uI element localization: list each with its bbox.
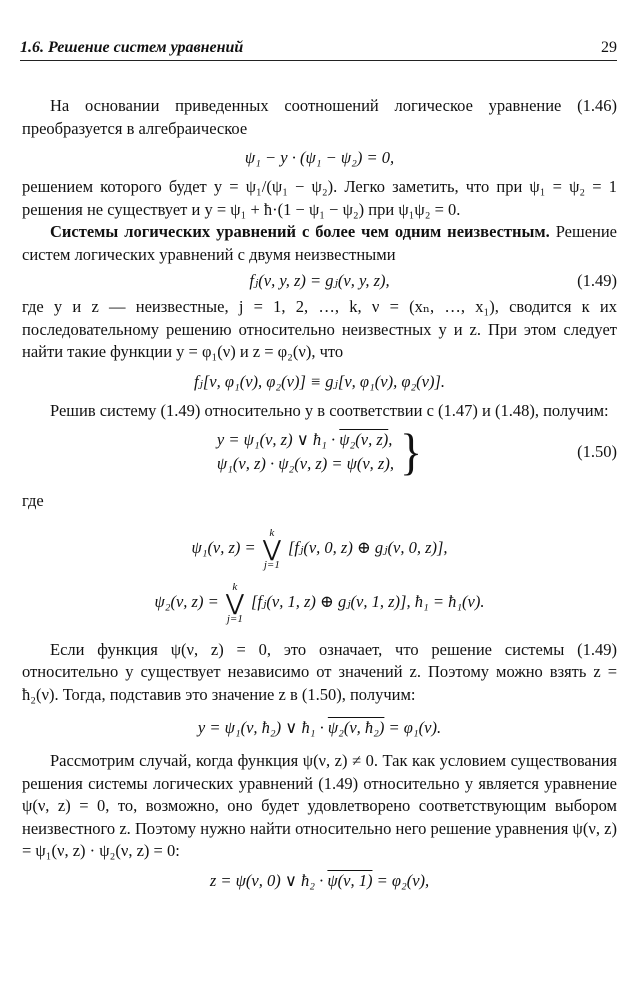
equation-1-49: fⱼ(ν, y, z) = gⱼ(ν, y, z), (1.49) <box>249 271 617 290</box>
paragraph-4: Решив систему (1.49) относительно y в соответствии с (1.47) и (1.48), получим: <box>50 400 609 420</box>
equation-phi: fⱼ[ν, φ₁(ν), φ₂(ν)] ≡ gⱼ[ν, φ₁(ν), φ₂(ν)]. <box>193 371 446 391</box>
equation-psi2: ψ₂(ν, z) = k ⋁ j=1 [fⱼ(ν, 1, z) ⊕ gⱼ(ν, 1, z)], ħ₁ = ħ₁(ν). <box>154 580 485 625</box>
paragraph-heading <box>22 221 617 266</box>
equation-z: z = ψ(ν, 0) ∨ ħ₂ · ψ(ν, 1) = φ₂(ν), <box>209 870 430 890</box>
paragraph-3: где y и z — неизвестные, j = 1, 2, …, k, ν = (xₙ, …, x₁), сводится к их последовательному решению относительно неизвестных y и z. При этом следует найти такие функции y = φ₁(ν) и z = φ₂(ν), что <box>22 297 617 361</box>
equation-number: (1.50) <box>577 442 617 461</box>
equation-number: (1.49) <box>577 271 617 290</box>
where-label: где <box>22 491 44 510</box>
system-line-1: y = ψ₁(ν, z) ∨ ħ₁ · ψ₂(ν, z), <box>216 430 393 449</box>
page-header <box>20 36 617 61</box>
paragraph-1: На основании приведенных соотношений логическое уравнение (1.46) преобразуется в алгебраическое <box>22 96 617 138</box>
bold-heading: Системы логических уравнений с более чем одним неизвестным. <box>50 222 550 241</box>
system-line-2: ψ₁(ν, z) · ψ₂(ν, z) = ψ(ν, z), <box>216 454 394 473</box>
page-body <box>22 95 617 899</box>
page-number: 29 <box>601 39 617 56</box>
paragraph-2: решением которого будет y = ψ₁/(ψ₁ − ψ₂). Легко заметить, что при ψ₁ = ψ₂ = 1 решения не существует и y = ψ₁ + ħ·(1 − ψ₁ − ψ₂) при ψ₁ψ₂ = 0. <box>22 177 617 219</box>
heading-rest: Решение систем логических уравнений с двумя неизвестными <box>22 222 618 264</box>
equation-psi1: ψ₁(ν, z) = k ⋁ j=1 [fⱼ(ν, 0, z) ⊕ gⱼ(ν, 0, z)], <box>191 526 448 571</box>
paragraph-6: Рассмотрим случай, когда функция ψ(ν, z) ≠ 0. Так как условием существования решения системы логических уравнений (1.49) относительно y является уравнение ψ(ν, z) = 0, то, возможно, оно будет удовлетворено соответствующим выбором неизвестного z. Поэтому нужно найти относительно него решение уравнения ψ(ν, z) = ψ₁(ν, z) · ψ₂(ν, z) = 0: <box>22 751 617 860</box>
right-brace: } <box>399 423 423 480</box>
equation-y: y = ψ₁(ν, ħ₂) ∨ ħ₁ · ψ₂(ν, ħ₂) = φ₁(ν). <box>197 718 442 737</box>
paragraph-5: Если функция ψ(ν, z) = 0, это означает, что решение системы (1.49) относительно y существует независимо от значений z. Поэтому можно взять z = ħ₂(ν). Тогда, подставив это значение z в (1.50), получим: <box>22 639 617 704</box>
equation-system-1-50 <box>22 423 617 480</box>
section-title: 1.6. Решение систем уравнений <box>20 39 244 56</box>
equation-psi: ψ₁ − y · (ψ₁ − ψ₂) = 0, <box>244 148 395 167</box>
